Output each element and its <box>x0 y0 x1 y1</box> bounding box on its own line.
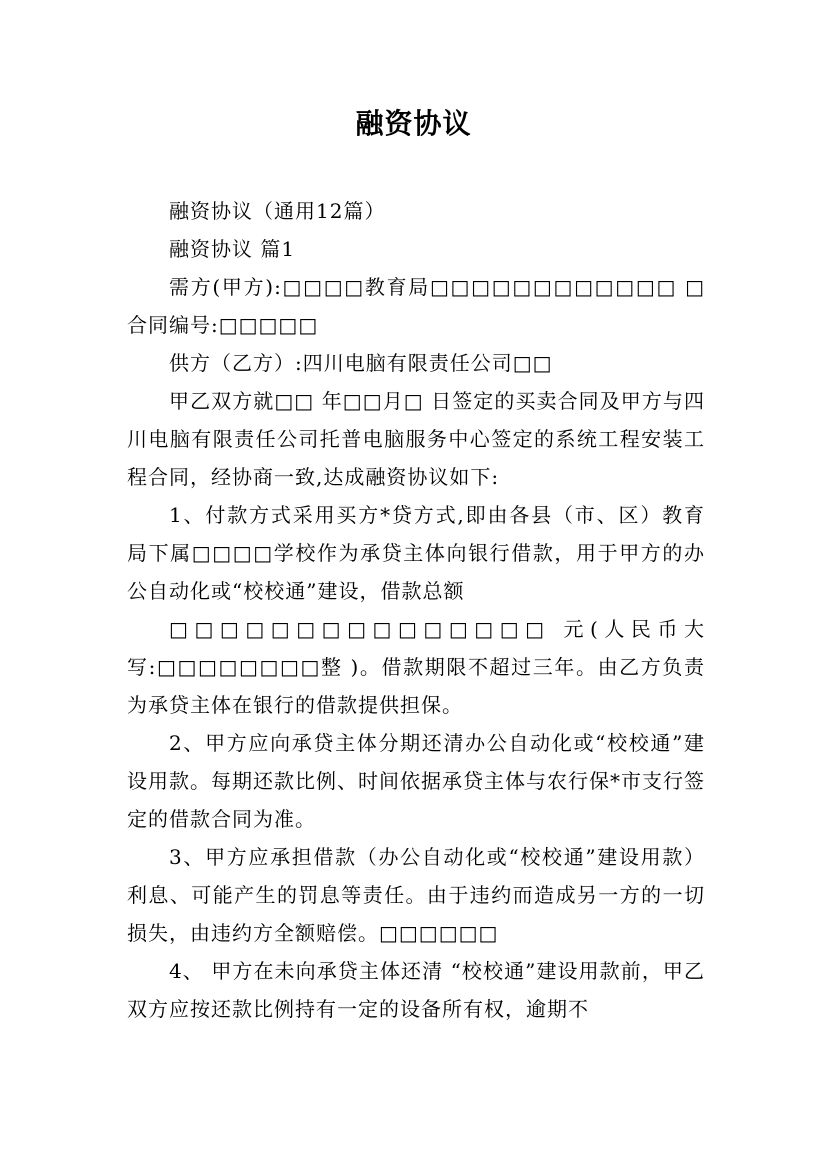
paragraph-supplier: 供方（乙方）:四川电脑有限责任公司□□ <box>169 351 553 375</box>
paragraph-intro: 甲乙双方就□□ 年□□月□ 日签定的买卖合同及甲方与四川电脑有限责任公司托普电脑服务中心签定的系统工程安装工程合同，经协商一致,达成融资协议如下: <box>127 389 705 489</box>
paragraph-buyer: 需方(甲方):□□□□教育局□□□□□□□□□□□□ □ 合同编号:□□□□□ <box>127 275 705 337</box>
paragraph-amount: □□□□□□□□□□□□□□□ 元(人民币大写:□□□□□□□□整 )。借款期限不超过三年。由乙方负责为承贷主体在银行的借款提供担保。 <box>127 617 705 717</box>
document-title: 融资协议 <box>355 107 472 140</box>
paragraph-section-heading: 融资协议 篇1 <box>169 237 296 261</box>
paragraph-clause-4: 4、 甲方在未向承贷主体还清 “校校通”建设用款前，甲乙双方应按还款比例持有一定的设备所有权，逾期不 <box>127 959 705 1021</box>
document-body <box>127 192 705 1028</box>
paragraph-subtitle: 融资协议（通用12篇） <box>169 199 386 223</box>
paragraph-clause-3: 3、甲方应承担借款（办公自动化或“校校通”建设用款）利息、可能产生的罚息等责任。由于违约而造成另一方的一切损失，由违约方全额赔偿。□□□□□□ <box>127 845 705 945</box>
paragraph-clause-2: 2、甲方应向承贷主体分期还清办公自动化或“校校通”建设用款。每期还款比例、时间依据承贷主体与农行保*市支行签定的借款合同为准。 <box>127 731 705 831</box>
paragraph-clause-1: 1、付款方式采用买方*贷方式,即由各县（市、区）教育局下属□□□□学校作为承贷主体向银行借款，用于甲方的办公自动化或“校校通”建设，借款总额 <box>127 503 705 603</box>
